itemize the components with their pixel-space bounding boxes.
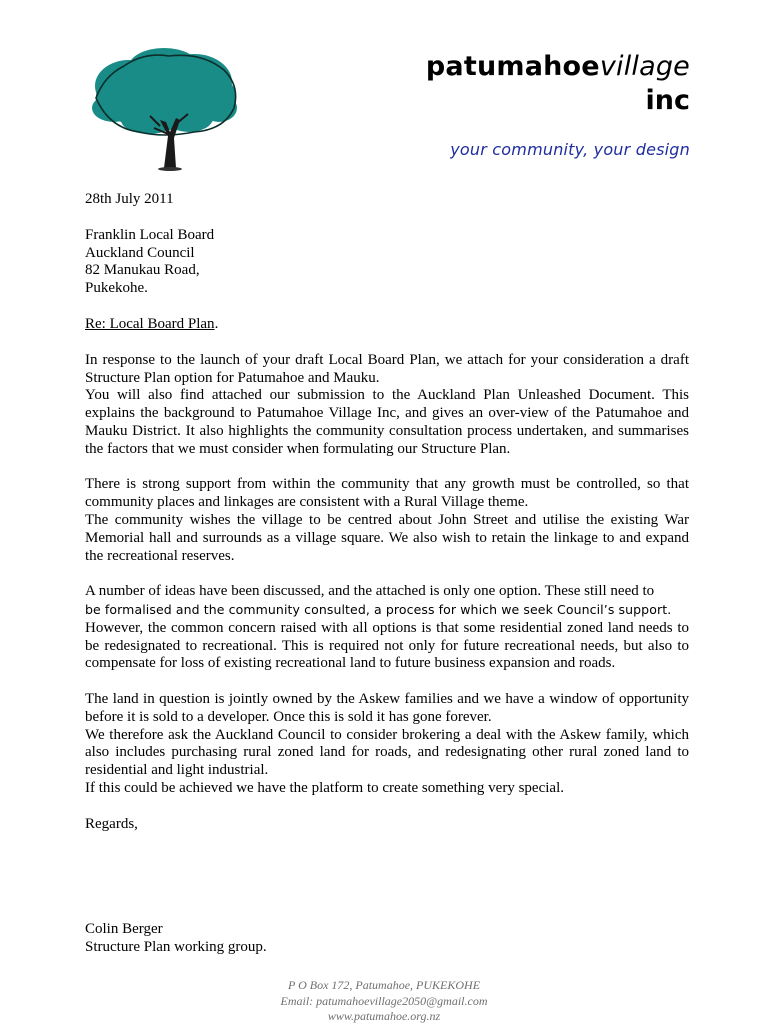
signer-name: Colin Berger (85, 921, 163, 937)
letter-date: 28th July 2011 (85, 191, 174, 207)
brand-tagline: your community, your design (450, 140, 690, 159)
paragraph-5-sans-run: be formalised and the community consulted, a process for which we seek Council’s support. (85, 601, 672, 617)
paragraph-2: You will also find attached our submission to the Auckland Plan Unleashed Document. This explains the background to Patumahoe Village Inc, and gives an over-view of the Patumahoe and Mauku District. It also highlights the community consultation process undertaken, and summarises the factors that we must consider when formulating our Structure Plan. (85, 387, 689, 457)
footer-email: Email: patumahoevillage2050@gmail.com (280, 993, 488, 1008)
paragraph-4: The community wishes the village to be centred about John Street and utilise the existing War Memorial hall and surrounds as a village square. We also wish to retain the linkage to and expand the recreational reserves. (85, 511, 689, 564)
address-line: Pukekohe. (85, 280, 148, 297)
paragraph-7: The land in question is jointly owned by the Askew families and we have a window of opportunity before it is sold to a developer. Once this is sold it has gone forever. (85, 690, 689, 725)
address-line: Auckland Council (85, 244, 195, 261)
letter-footer (0, 978, 768, 1025)
letter-body (85, 191, 689, 834)
brand-name-bold: patumahoe (425, 51, 600, 82)
signature-block (85, 921, 267, 957)
brand-wordmark (426, 50, 690, 118)
subject-text: Re: Local Board Plan (85, 315, 215, 332)
footer-address: P O Box 172, Patumahoe, PUKEKOHE (287, 978, 481, 992)
paragraph-6: However, the common concern raised with all options is that some residential zoned land needs to be redesignated to recreational. This is required not only for future recreational needs, but also to compensate for loss of existing recreational land to future business expansion and roads. (85, 619, 689, 672)
paragraph-8: We therefore ask the Auckland Council to consider brokering a deal with the Askew family, which also includes purchasing rural zoned land for roads, and redesignating other rural zoned land to residential and light industrial. (85, 726, 689, 779)
address-line: Franklin Local Board (85, 226, 215, 243)
letter-closing: Regards, (85, 815, 138, 832)
brand-name-italic: village (599, 51, 690, 82)
tree-icon (84, 46, 244, 176)
paragraph-5-continued (85, 601, 689, 620)
paragraph-5: A number of ideas have been discussed, and the attached is only one option. These still need to (85, 583, 655, 600)
address-line: 82 Manukau Road, (85, 262, 200, 279)
brand-name (426, 50, 690, 84)
paragraph-3: There is strong support from within the community that any growth must be controlled, so that community places and linkages are consistent with a Rural Village theme. (85, 476, 689, 511)
footer-website: www.patumahoe.org.nz (327, 1009, 441, 1023)
signer-group: Structure Plan working group. (85, 938, 267, 955)
recipient-address (85, 227, 689, 298)
subject-punct: . (214, 315, 219, 332)
paragraph-9: If this could be achieved we have the platform to create something very special. (85, 779, 564, 796)
brand-suffix: inc (645, 85, 690, 116)
paragraph-1: In response to the launch of your draft Local Board Plan, we attach for your consideration a draft Structure Plan option for Patumahoe and Mauku. (85, 351, 689, 386)
letter-subject (85, 316, 689, 334)
